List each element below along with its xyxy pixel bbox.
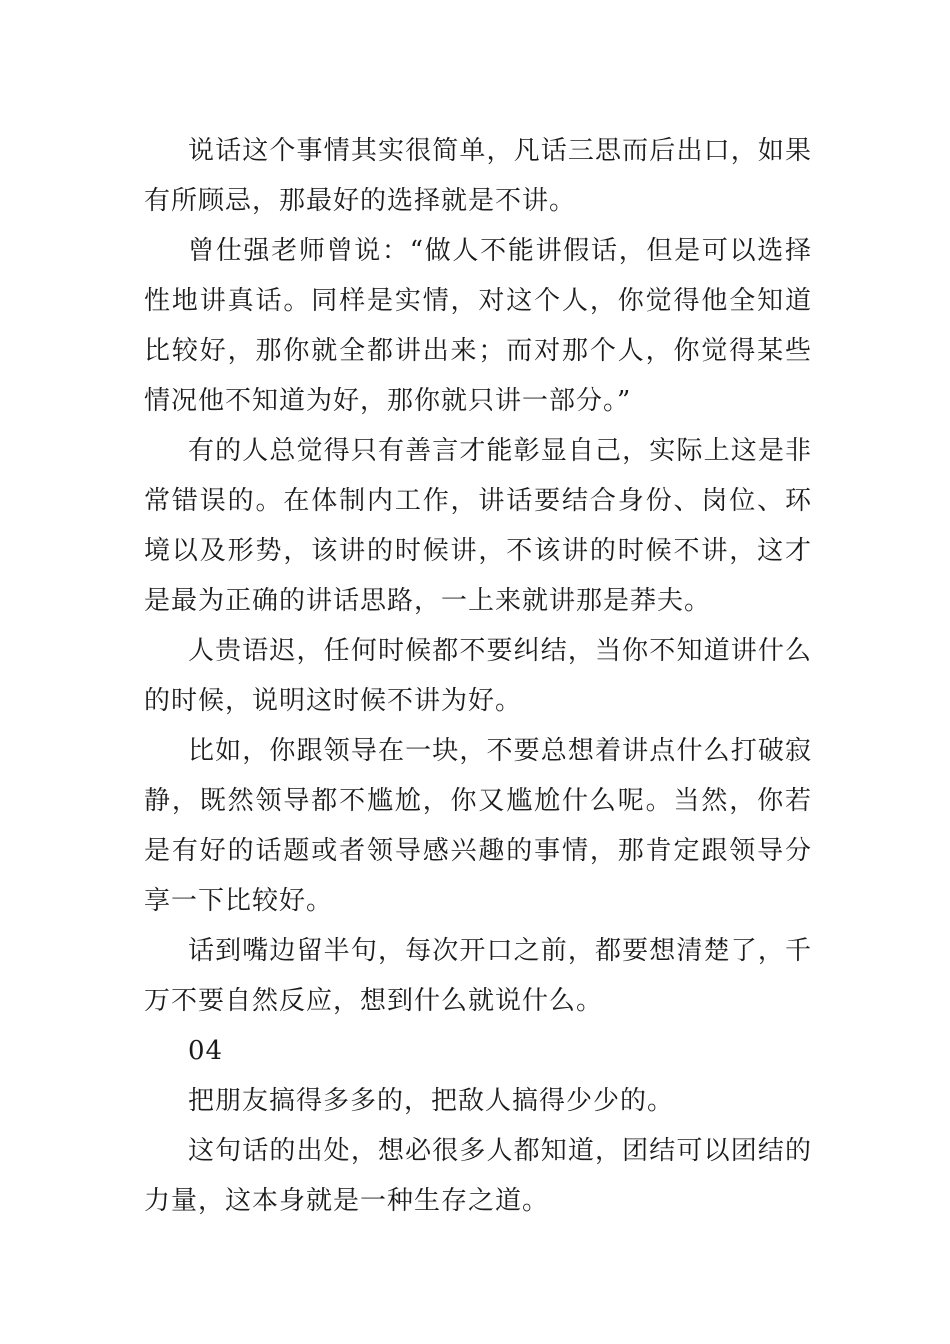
document-body [144,126,812,1226]
paragraph-5: 比如，你跟领导在一块，不要总想着讲点什么打破寂静，既然领导都不尴尬，你又尴尬什么呢。当然，你若是有好的话题或者领导感兴趣的事情，那肯定跟领导分享一下比较好。 [144,736,812,916]
paragraph-4: 人贵语迟，任何时候都不要纠结，当你不知道讲什么的时候，说明这时候不讲为好。 [144,636,812,716]
paragraph-3: 有的人总觉得只有善言才能彰显自己，实际上这是非常错误的。在体制内工作，讲话要结合身份、岗位、环境以及形势，该讲的时候讲，不该讲的时候不讲，这才是最为正确的讲话思路，一上来就讲那是莽夫。 [144,436,812,616]
paragraph-2-quote: 曾仕强老师曾说：“做人不能讲假话，但是可以选择性地讲真话。同样是实情，对这个人，你觉得他全知道比较好，那你就全都讲出来；而对那个人，你觉得某些情况他不知道为好，那你就只讲一部分。” [144,236,812,416]
section-number: 04 [188,1036,224,1066]
paragraph-1: 说话这个事情其实很简单，凡话三思而后出口，如果有所顾忌，那最好的选择就是不讲。 [144,136,812,216]
section-paragraph-2: 这句话的出处，想必很多人都知道，团结可以团结的力量，这本身就是一种生存之道。 [144,1136,812,1216]
section-paragraph-1: 把朋友搞得多多的，把敌人搞得少少的。 [188,1086,675,1116]
paragraph-6: 话到嘴边留半句，每次开口之前，都要想清楚了，千万不要自然反应，想到什么就说什么。 [144,936,812,1016]
